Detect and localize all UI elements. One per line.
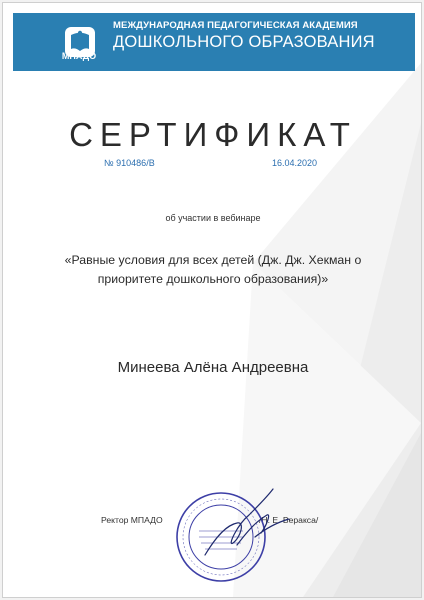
participation-text: об участии в вебинаре	[165, 213, 261, 223]
rector-label: Ректор МПАДО	[101, 515, 163, 525]
certificate-sheet	[2, 2, 422, 598]
rector-name: /Н. Е. Веракса/	[259, 515, 319, 525]
header-banner	[13, 13, 415, 71]
org-name-line2: ДОШКОЛЬНОГО ОБРАЗОВАНИЯ	[113, 33, 375, 51]
logo-text: МПАДО	[61, 51, 97, 61]
certificate-title: СЕРТИФИКАТ	[69, 116, 357, 153]
rector-signature	[197, 485, 297, 565]
certificate-date: 16.04.2020	[272, 158, 318, 168]
webinar-title: «Равные условия для всех детей (Дж. Дж. Хекман о приоритете дошкольного образования)»	[64, 253, 362, 286]
certificate-number: № 910486/В	[104, 158, 155, 168]
recipient-name: Минеева Алёна Андреевна	[117, 359, 309, 376]
org-name-line1: МЕЖДУНАРОДНАЯ ПЕДАГОГИЧЕСКАЯ АКАДЕМИЯ	[113, 20, 358, 31]
